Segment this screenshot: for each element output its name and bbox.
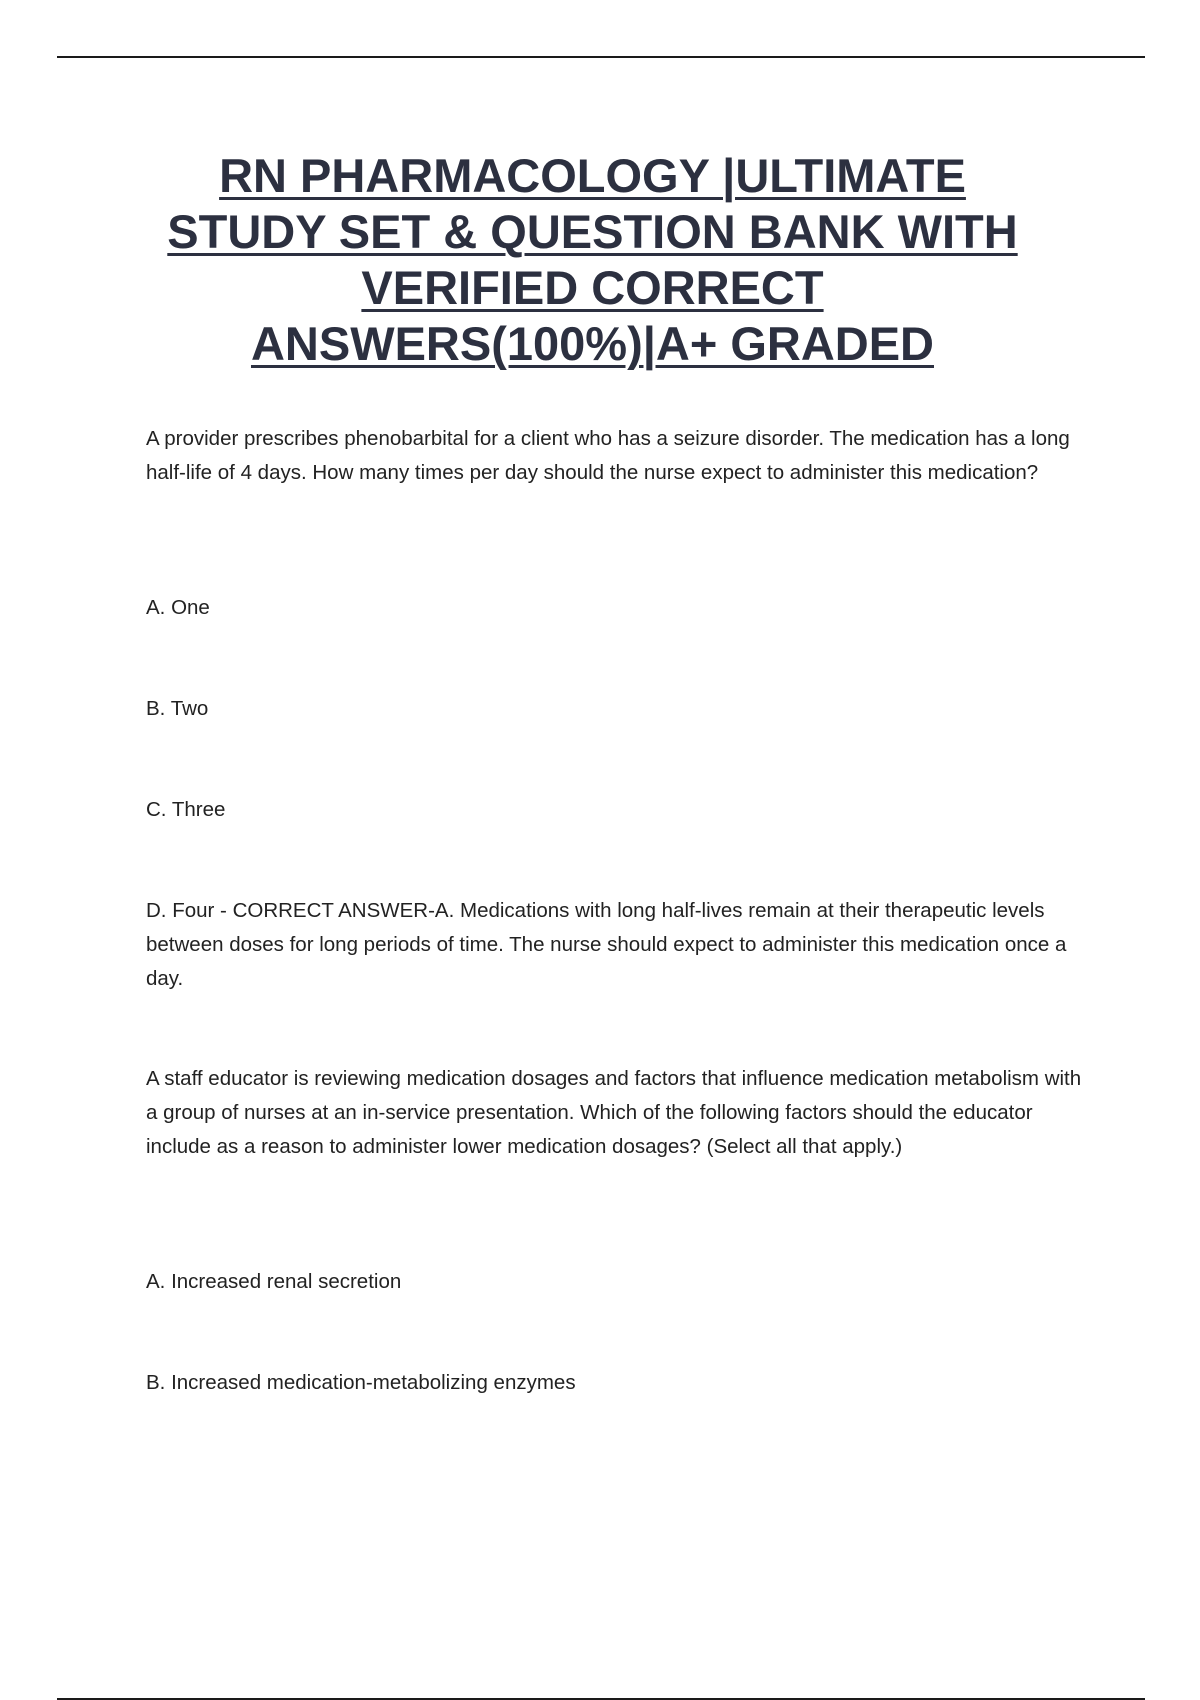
title-line-4: ANSWERS(100%)|A+ GRADED	[250, 317, 934, 370]
question-1-option-d-answer: D. Four - CORRECT ANSWER-A. Medications with long half-lives remain at their therapeutic levels between doses for long periods of time. The nurse should expect to administer this medication once a day.	[146, 899, 1067, 990]
question-2-stem: A staff educator is reviewing medication dosages and factors that influence medication metabolism with a group of nurses at an in-service presentation. Which of the following factors should the educator include as a reason to administer lower medication dosages? (Select all that apply.)	[146, 1067, 1082, 1158]
question-2-option-b: B. Increased medication-metabolizing enzymes	[146, 1371, 576, 1394]
top-rule	[57, 56, 1145, 58]
document-title	[120, 148, 1065, 372]
title-line-1: RN PHARMACOLOGY |ULTIMATE	[219, 149, 966, 202]
title-line-3: VERIFIED CORRECT	[361, 261, 824, 314]
question-1-option-a: A. One	[146, 596, 210, 619]
question-1-option-b: B. Two	[146, 697, 209, 720]
question-1-option-c: C. Three	[146, 798, 226, 821]
question-2-option-a: A. Increased renal secretion	[146, 1270, 402, 1293]
question-1-stem: A provider prescribes phenobarbital for a client who has a seizure disorder. The medication has a long half-life of 4 days. How many times per day should the nurse expect to administer this medication?	[146, 427, 1070, 484]
title-line-2: STUDY SET & QUESTION BANK WITH	[167, 205, 1018, 258]
